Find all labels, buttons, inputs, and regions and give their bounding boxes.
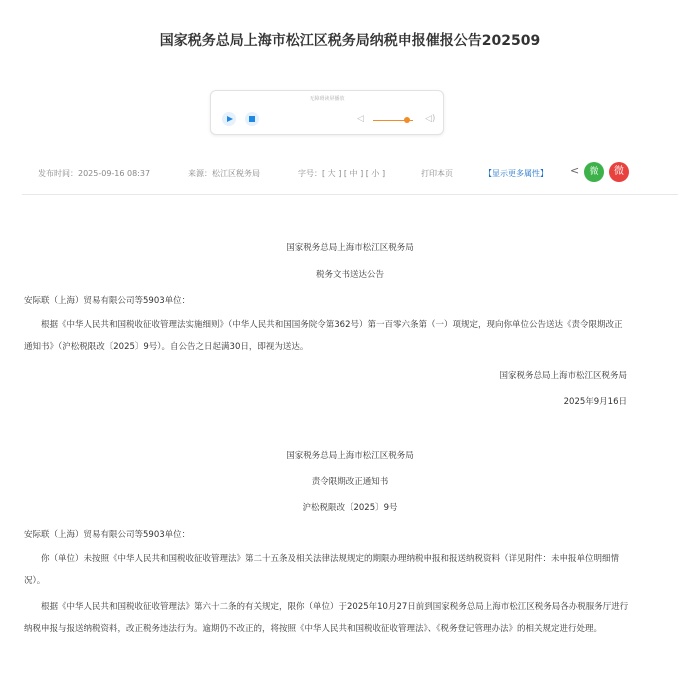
notice2-recipient: 安际联（上海）贸易有限公司等5903单位： [24, 530, 191, 540]
publish-date: 发布时间：2025-09-16 08:37 [38, 169, 151, 178]
play-icon[interactable] [222, 112, 236, 126]
volume-high-icon: ◁) [425, 114, 436, 124]
weibo-icon[interactable]: 微 [609, 162, 629, 182]
share-icon[interactable]: < [570, 164, 580, 177]
divider [22, 194, 678, 195]
volume-low-icon: ◁ [357, 114, 364, 124]
font-size-selector[interactable]: 字号：[ 大 ] [ 中 ] [ 小 ] [298, 169, 386, 178]
player-label: 无障碍读屏播放 [309, 96, 345, 102]
notice1-date: 2025年9月16日 [563, 397, 627, 407]
notice1-body: 根据《中华人民共和国税收征收管理法实施细则》（中华人民共和国国务院令第362号）第一百零六条第（一）项规定，现向你单位公告送达《责令限期改正通知书》（沪松税限改〔2025〕9号）。自公告之日起满30日，即视为送达。 [24, 320, 623, 352]
notice2-para2: 根据《中华人民共和国税收征收管理法》第六十二条的有关规定，限你（单位）于2025年10月27日前到国家税务总局上海市松江区税务局各办税服务厅进行纳税申报与报送纳税资料，改正税务违法行为。逾期仍不改正的，将按照《中华人民共和国税收征收管理法》、《税务登记管理办法》的相关规定进行处理。 [24, 602, 629, 634]
notice2-para1: 你（单位）未按照《中华人民共和国税收征收管理法》第二十五条及相关法律法规规定的期限办理纳税申报和报送纳税资料（详见附件：未申报单位明细情况）。 [24, 554, 620, 586]
volume-slider-handle[interactable] [404, 117, 410, 123]
notice2-doc-number: 沪松税限改〔2025〕9号 [302, 503, 398, 513]
notice2-title: 责令限期改正通知书 [311, 477, 389, 487]
print-link[interactable]: 打印本页 [421, 169, 453, 178]
notice1-title: 税务文书送达公告 [315, 270, 384, 280]
audio-player [210, 90, 444, 135]
stop-icon[interactable] [245, 112, 259, 126]
page-title: 国家税务总局上海市松江区税务局纳税申报催报公告202509 [159, 33, 541, 49]
notice1-signature: 国家税务总局上海市松江区税务局 [499, 371, 627, 381]
notice1-recipient: 安际联（上海）贸易有限公司等5903单位： [24, 296, 191, 306]
notice2-issuer: 国家税务总局上海市松江区税务局 [286, 451, 414, 461]
wechat-icon[interactable]: 微 [584, 162, 604, 182]
source: 来源：松江区税务局 [188, 169, 260, 178]
show-more-attributes-link[interactable]: 【显示更多属性】 [484, 169, 548, 178]
notice1-issuer: 国家税务总局上海市松江区税务局 [286, 243, 414, 253]
